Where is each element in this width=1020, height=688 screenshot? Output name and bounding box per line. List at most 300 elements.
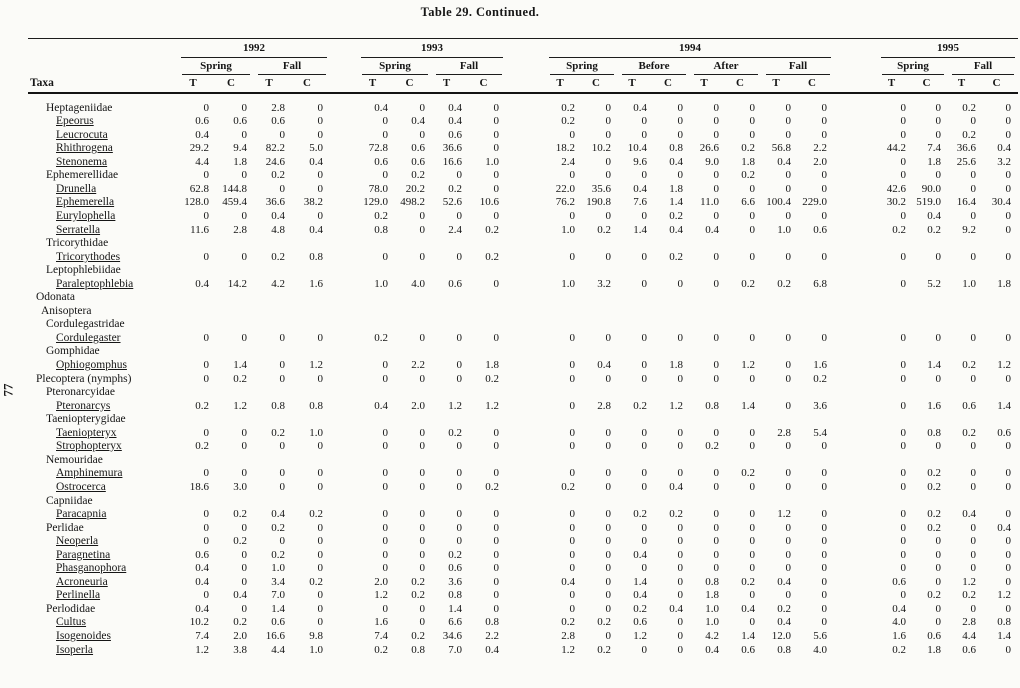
- value-cell: [432, 237, 469, 251]
- value-cell: 0: [900, 480, 906, 493]
- value-cell: 0: [785, 210, 791, 223]
- value-cell: 1.4: [741, 629, 755, 642]
- row-spacer: [330, 115, 358, 129]
- taxon-name: Perlidae: [46, 521, 84, 534]
- row-spacer: [834, 359, 878, 373]
- value-cell: [469, 318, 506, 332]
- season-header: [546, 58, 618, 76]
- value-cell: [546, 495, 582, 509]
- season-row-blank: [28, 58, 178, 76]
- value-cell: 9.2: [962, 223, 976, 236]
- value-cell: 0: [382, 467, 388, 480]
- value-cell: 0.4: [705, 643, 719, 656]
- value-cell: 3.6: [448, 575, 462, 588]
- value-cell: [690, 413, 726, 427]
- value-cell: 0: [749, 223, 755, 236]
- value-cell: [618, 345, 654, 359]
- value-cell: 0: [641, 359, 647, 372]
- value-cell: 0: [203, 210, 209, 223]
- value-cell: [358, 495, 395, 509]
- value-cell: 0: [317, 169, 323, 182]
- value-cell: 0: [641, 128, 647, 141]
- value-cell: [582, 345, 618, 359]
- value-cell: 0: [1005, 372, 1011, 385]
- value-cell: 90.0: [921, 182, 941, 195]
- value-cell: 4.4: [195, 155, 209, 168]
- value-cell: 0: [713, 372, 719, 385]
- value-cell: 0.2: [927, 508, 941, 521]
- row-spacer: [330, 102, 358, 116]
- value-cell: 7.0: [448, 643, 462, 656]
- value-cell: 1.0: [309, 426, 323, 439]
- value-cell: 5.2: [927, 277, 941, 290]
- value-cell: 0: [382, 169, 388, 182]
- value-cell: 0: [605, 467, 611, 480]
- value-cell: 0: [569, 128, 575, 141]
- value-cell: 0: [677, 535, 683, 548]
- taxon-label: [28, 318, 178, 332]
- value-cell: 1.2: [962, 575, 976, 588]
- value-cell: 2.8: [962, 616, 976, 629]
- value-cell: 0: [493, 182, 499, 195]
- value-cell: 3.0: [233, 480, 247, 493]
- value-cell: [726, 454, 762, 468]
- value-cell: 0.2: [927, 467, 941, 480]
- value-cell: 0: [785, 548, 791, 561]
- row-spacer: [330, 454, 358, 468]
- value-cell: [358, 345, 395, 359]
- value-cell: 0: [785, 250, 791, 263]
- year-header: [878, 39, 1018, 58]
- data-table: [28, 38, 1018, 657]
- value-cell: 0: [1005, 480, 1011, 493]
- value-cell: [983, 291, 1018, 305]
- value-cell: 0.4: [561, 575, 575, 588]
- value-cell: [762, 454, 798, 468]
- value-cell: 0: [641, 562, 647, 575]
- table-row: [28, 156, 1018, 170]
- value-cell: 1.0: [374, 277, 388, 290]
- table-row: [28, 224, 1018, 238]
- row-spacer: [330, 481, 358, 495]
- value-cell: 498.2: [400, 196, 425, 209]
- value-cell: 0.2: [271, 250, 285, 263]
- value-cell: 0: [317, 210, 323, 223]
- table-row: [28, 115, 1018, 129]
- taxon-name: Plecoptera (nymphs): [36, 372, 132, 385]
- value-cell: [798, 345, 834, 359]
- value-cell: 0: [456, 440, 462, 453]
- value-cell: [878, 237, 913, 251]
- value-cell: 0: [493, 467, 499, 480]
- value-cell: 0: [677, 440, 683, 453]
- value-cell: [432, 291, 469, 305]
- row-spacer: [834, 562, 878, 576]
- value-cell: 0: [749, 101, 755, 114]
- taxon-label: [28, 576, 178, 590]
- value-cell: 24.6: [265, 155, 285, 168]
- value-cell: [726, 291, 762, 305]
- value-cell: 0: [821, 575, 827, 588]
- value-cell: [395, 386, 432, 400]
- row-spacer: [506, 535, 546, 549]
- value-cell: 0: [382, 372, 388, 385]
- value-cell: 0.2: [561, 101, 575, 114]
- value-cell: 0.2: [411, 169, 425, 182]
- value-cell: [948, 305, 983, 319]
- value-cell: [432, 454, 469, 468]
- row-spacer: [834, 332, 878, 346]
- value-cell: 42.6: [886, 182, 906, 195]
- value-cell: 0.2: [927, 480, 941, 493]
- row-spacer: [330, 589, 358, 603]
- value-cell: 1.2: [485, 399, 499, 412]
- value-cell: 6.6: [448, 616, 462, 629]
- value-cell: 0.2: [597, 643, 611, 656]
- table-row: [28, 481, 1018, 495]
- value-cell: 1.6: [309, 277, 323, 290]
- row-spacer: [506, 237, 546, 251]
- row-spacer: [834, 210, 878, 224]
- value-cell: 5.6: [813, 629, 827, 642]
- value-cell: 0: [241, 101, 247, 114]
- value-cell: 0: [203, 589, 209, 602]
- taxon-label: [28, 291, 178, 305]
- value-cell: [878, 291, 913, 305]
- row-spacer: [506, 102, 546, 116]
- value-cell: [798, 305, 834, 319]
- taxon-label: [28, 224, 178, 238]
- header-gap-cell: [28, 93, 1018, 102]
- value-cell: 0: [785, 182, 791, 195]
- value-cell: 0: [317, 467, 323, 480]
- value-cell: 0: [1005, 548, 1011, 561]
- row-spacer: [506, 495, 546, 509]
- value-cell: 0.8: [374, 223, 388, 236]
- value-cell: 0: [605, 440, 611, 453]
- value-cell: 0: [317, 372, 323, 385]
- tc-header: T: [878, 75, 913, 93]
- value-cell: 1.2: [997, 589, 1011, 602]
- value-cell: 0.2: [705, 440, 719, 453]
- value-cell: 0: [419, 467, 425, 480]
- value-cell: 0.6: [195, 115, 209, 128]
- value-cell: 0: [677, 521, 683, 534]
- value-cell: 0: [605, 575, 611, 588]
- value-cell: 0: [935, 562, 941, 575]
- value-cell: 0: [970, 169, 976, 182]
- value-cell: [983, 345, 1018, 359]
- value-cell: 0.6: [271, 115, 285, 128]
- value-cell: [469, 345, 506, 359]
- value-cell: 0: [1005, 643, 1011, 656]
- value-cell: [913, 495, 948, 509]
- value-cell: 0: [241, 426, 247, 439]
- value-cell: 0: [821, 521, 827, 534]
- value-cell: [582, 264, 618, 278]
- value-cell: 0: [1005, 128, 1011, 141]
- value-cell: 2.2: [411, 359, 425, 372]
- value-cell: 62.8: [189, 182, 209, 195]
- value-cell: [983, 264, 1018, 278]
- value-cell: 3.2: [997, 155, 1011, 168]
- value-cell: [178, 386, 216, 400]
- value-cell: [726, 495, 762, 509]
- value-cell: 0: [785, 372, 791, 385]
- row-spacer: [330, 576, 358, 590]
- value-cell: [178, 495, 216, 509]
- row-spacer: [506, 616, 546, 630]
- taxon-label: [28, 427, 178, 441]
- row-spacer: [330, 224, 358, 238]
- value-cell: [178, 345, 216, 359]
- value-cell: 14.2: [227, 277, 247, 290]
- row-spacer: [330, 440, 358, 454]
- tc-header: C: [469, 75, 506, 93]
- value-cell: 0: [677, 169, 683, 182]
- value-cell: 1.2: [741, 359, 755, 372]
- taxon-name: Ephemerellidae: [46, 169, 119, 182]
- value-cell: [178, 264, 216, 278]
- value-cell: 0: [1005, 250, 1011, 263]
- value-cell: 0: [203, 372, 209, 385]
- value-cell: 0: [821, 101, 827, 114]
- value-cell: 2.8: [233, 223, 247, 236]
- taxon-label: [28, 630, 178, 644]
- value-cell: 0: [785, 440, 791, 453]
- row-spacer: [834, 224, 878, 238]
- value-cell: 10.4: [627, 142, 647, 155]
- tc-header: C: [913, 75, 948, 93]
- value-cell: [546, 237, 582, 251]
- value-cell: 10.2: [189, 616, 209, 629]
- value-cell: 0.4: [195, 602, 209, 615]
- value-cell: 0.4: [741, 602, 755, 615]
- value-cell: 1.8: [705, 589, 719, 602]
- value-cell: [654, 413, 690, 427]
- value-cell: 0: [821, 589, 827, 602]
- value-cell: 0: [569, 521, 575, 534]
- value-cell: 0: [382, 359, 388, 372]
- value-cell: 52.6: [442, 196, 462, 209]
- value-cell: 100.4: [766, 196, 791, 209]
- value-cell: 0: [785, 589, 791, 602]
- header-gap-row: [28, 93, 1018, 102]
- year-row-blank: [28, 39, 178, 58]
- value-cell: 144.8: [222, 182, 247, 195]
- value-cell: 0.6: [813, 223, 827, 236]
- value-cell: 229.0: [802, 196, 827, 209]
- value-cell: 0: [900, 115, 906, 128]
- row-spacer: [506, 400, 546, 414]
- row-spacer: [506, 644, 546, 658]
- value-cell: 1.8: [669, 182, 683, 195]
- genus-name: Taeniopteryx: [56, 426, 117, 439]
- value-cell: 2.0: [813, 155, 827, 168]
- value-cell: 0.2: [633, 602, 647, 615]
- value-cell: [762, 318, 798, 332]
- value-cell: [582, 454, 618, 468]
- value-cell: 0: [749, 128, 755, 141]
- value-cell: 0.2: [374, 210, 388, 223]
- row-spacer: [330, 291, 358, 305]
- value-cell: [292, 495, 330, 509]
- value-cell: 0.2: [777, 602, 791, 615]
- value-cell: 0.2: [927, 521, 941, 534]
- row-spacer: [330, 345, 358, 359]
- row-spacer: [330, 535, 358, 549]
- value-cell: 0: [821, 250, 827, 263]
- value-cell: 0: [935, 115, 941, 128]
- value-cell: 0: [317, 535, 323, 548]
- value-cell: 0: [419, 223, 425, 236]
- value-cell: [216, 318, 254, 332]
- value-cell: 0: [419, 535, 425, 548]
- value-cell: 0.2: [448, 426, 462, 439]
- season-label: Spring: [182, 58, 250, 76]
- value-cell: [292, 237, 330, 251]
- value-cell: 0: [713, 426, 719, 439]
- value-cell: 29.2: [189, 142, 209, 155]
- value-cell: [654, 305, 690, 319]
- season-label: Fall: [952, 58, 1014, 76]
- table-row: [28, 508, 1018, 522]
- value-cell: 10.2: [591, 142, 611, 155]
- row-spacer: [330, 251, 358, 265]
- value-cell: 0: [749, 535, 755, 548]
- value-cell: [878, 318, 913, 332]
- value-cell: [216, 495, 254, 509]
- value-cell: 35.6: [591, 182, 611, 195]
- value-cell: [178, 413, 216, 427]
- value-cell: 0: [821, 480, 827, 493]
- value-cell: 0.4: [597, 359, 611, 372]
- value-cell: 0: [317, 115, 323, 128]
- value-cell: 0.2: [597, 223, 611, 236]
- row-spacer: [834, 589, 878, 603]
- genus-name: Ephemerella: [56, 196, 115, 209]
- table-row: [28, 467, 1018, 481]
- value-cell: 0: [970, 562, 976, 575]
- value-cell: 0: [317, 331, 323, 344]
- value-cell: [798, 495, 834, 509]
- row-spacer: [506, 481, 546, 495]
- value-cell: 1.0: [962, 277, 976, 290]
- row-spacer: [330, 427, 358, 441]
- taxon-name: Capniidae: [46, 494, 93, 507]
- taxon-label: [28, 440, 178, 454]
- value-cell: 0.4: [448, 115, 462, 128]
- taxon-label: [28, 373, 178, 387]
- value-cell: 0: [900, 250, 906, 263]
- tc-header: C: [395, 75, 432, 93]
- season-header: [178, 58, 254, 76]
- tc-header: T: [178, 75, 216, 93]
- value-cell: 0: [203, 331, 209, 344]
- value-cell: 0: [1005, 115, 1011, 128]
- value-cell: [948, 386, 983, 400]
- value-cell: 129.0: [363, 196, 388, 209]
- value-cell: [878, 386, 913, 400]
- value-cell: 0: [419, 426, 425, 439]
- value-cell: 0: [713, 169, 719, 182]
- value-cell: 0: [241, 210, 247, 223]
- value-cell: 0.2: [271, 548, 285, 561]
- row-spacer: [330, 210, 358, 224]
- taxon-label: [28, 589, 178, 603]
- value-cell: 0.6: [997, 426, 1011, 439]
- value-cell: 0: [677, 575, 683, 588]
- row-spacer: [330, 400, 358, 414]
- row-spacer: [834, 481, 878, 495]
- value-cell: [762, 237, 798, 251]
- value-cell: 0.2: [448, 182, 462, 195]
- row-spacer: [506, 386, 546, 400]
- table-row: [28, 603, 1018, 617]
- genus-name: Neoperla: [56, 535, 99, 548]
- row-spacer: [506, 183, 546, 197]
- value-cell: 1.2: [374, 589, 388, 602]
- value-cell: 10.6: [479, 196, 499, 209]
- value-cell: 0.8: [927, 426, 941, 439]
- value-cell: 0: [493, 169, 499, 182]
- value-cell: [726, 413, 762, 427]
- table-row: [28, 644, 1018, 658]
- row-spacer: [330, 616, 358, 630]
- value-cell: 0: [605, 372, 611, 385]
- taxa-column-header: Taxa: [28, 75, 178, 93]
- taxon-label: [28, 481, 178, 495]
- taxon-name: Odonata: [36, 291, 75, 304]
- tc-header: T: [358, 75, 395, 93]
- value-cell: 0.2: [962, 359, 976, 372]
- header-spacer: [330, 75, 358, 93]
- value-cell: 0.2: [485, 250, 499, 263]
- value-cell: [913, 264, 948, 278]
- value-cell: 0.4: [777, 616, 791, 629]
- value-cell: 0: [419, 372, 425, 385]
- value-cell: [582, 291, 618, 305]
- value-cell: [913, 305, 948, 319]
- value-cell: 0: [605, 602, 611, 615]
- row-spacer: [330, 142, 358, 156]
- value-cell: 0: [382, 508, 388, 521]
- row-spacer: [506, 129, 546, 143]
- row-spacer: [834, 522, 878, 536]
- genus-name: Acroneuria: [56, 575, 108, 588]
- value-cell: 0: [456, 359, 462, 372]
- value-cell: 0.4: [633, 101, 647, 114]
- value-cell: 0: [456, 535, 462, 548]
- value-cell: 0.2: [233, 508, 247, 521]
- value-cell: 0: [317, 602, 323, 615]
- genus-name: Eurylophella: [56, 210, 116, 223]
- value-cell: [690, 495, 726, 509]
- value-cell: [654, 318, 690, 332]
- taxon-label: [28, 386, 178, 400]
- value-cell: 16.6: [265, 629, 285, 642]
- value-cell: 56.8: [771, 142, 791, 155]
- value-cell: 0: [241, 169, 247, 182]
- tc-header: T: [546, 75, 582, 93]
- value-cell: [762, 386, 798, 400]
- row-spacer: [506, 224, 546, 238]
- value-cell: 36.6: [442, 142, 462, 155]
- taxon-name: Nemouridae: [46, 453, 103, 466]
- value-cell: [582, 237, 618, 251]
- value-cell: 0: [419, 101, 425, 114]
- row-spacer: [330, 549, 358, 563]
